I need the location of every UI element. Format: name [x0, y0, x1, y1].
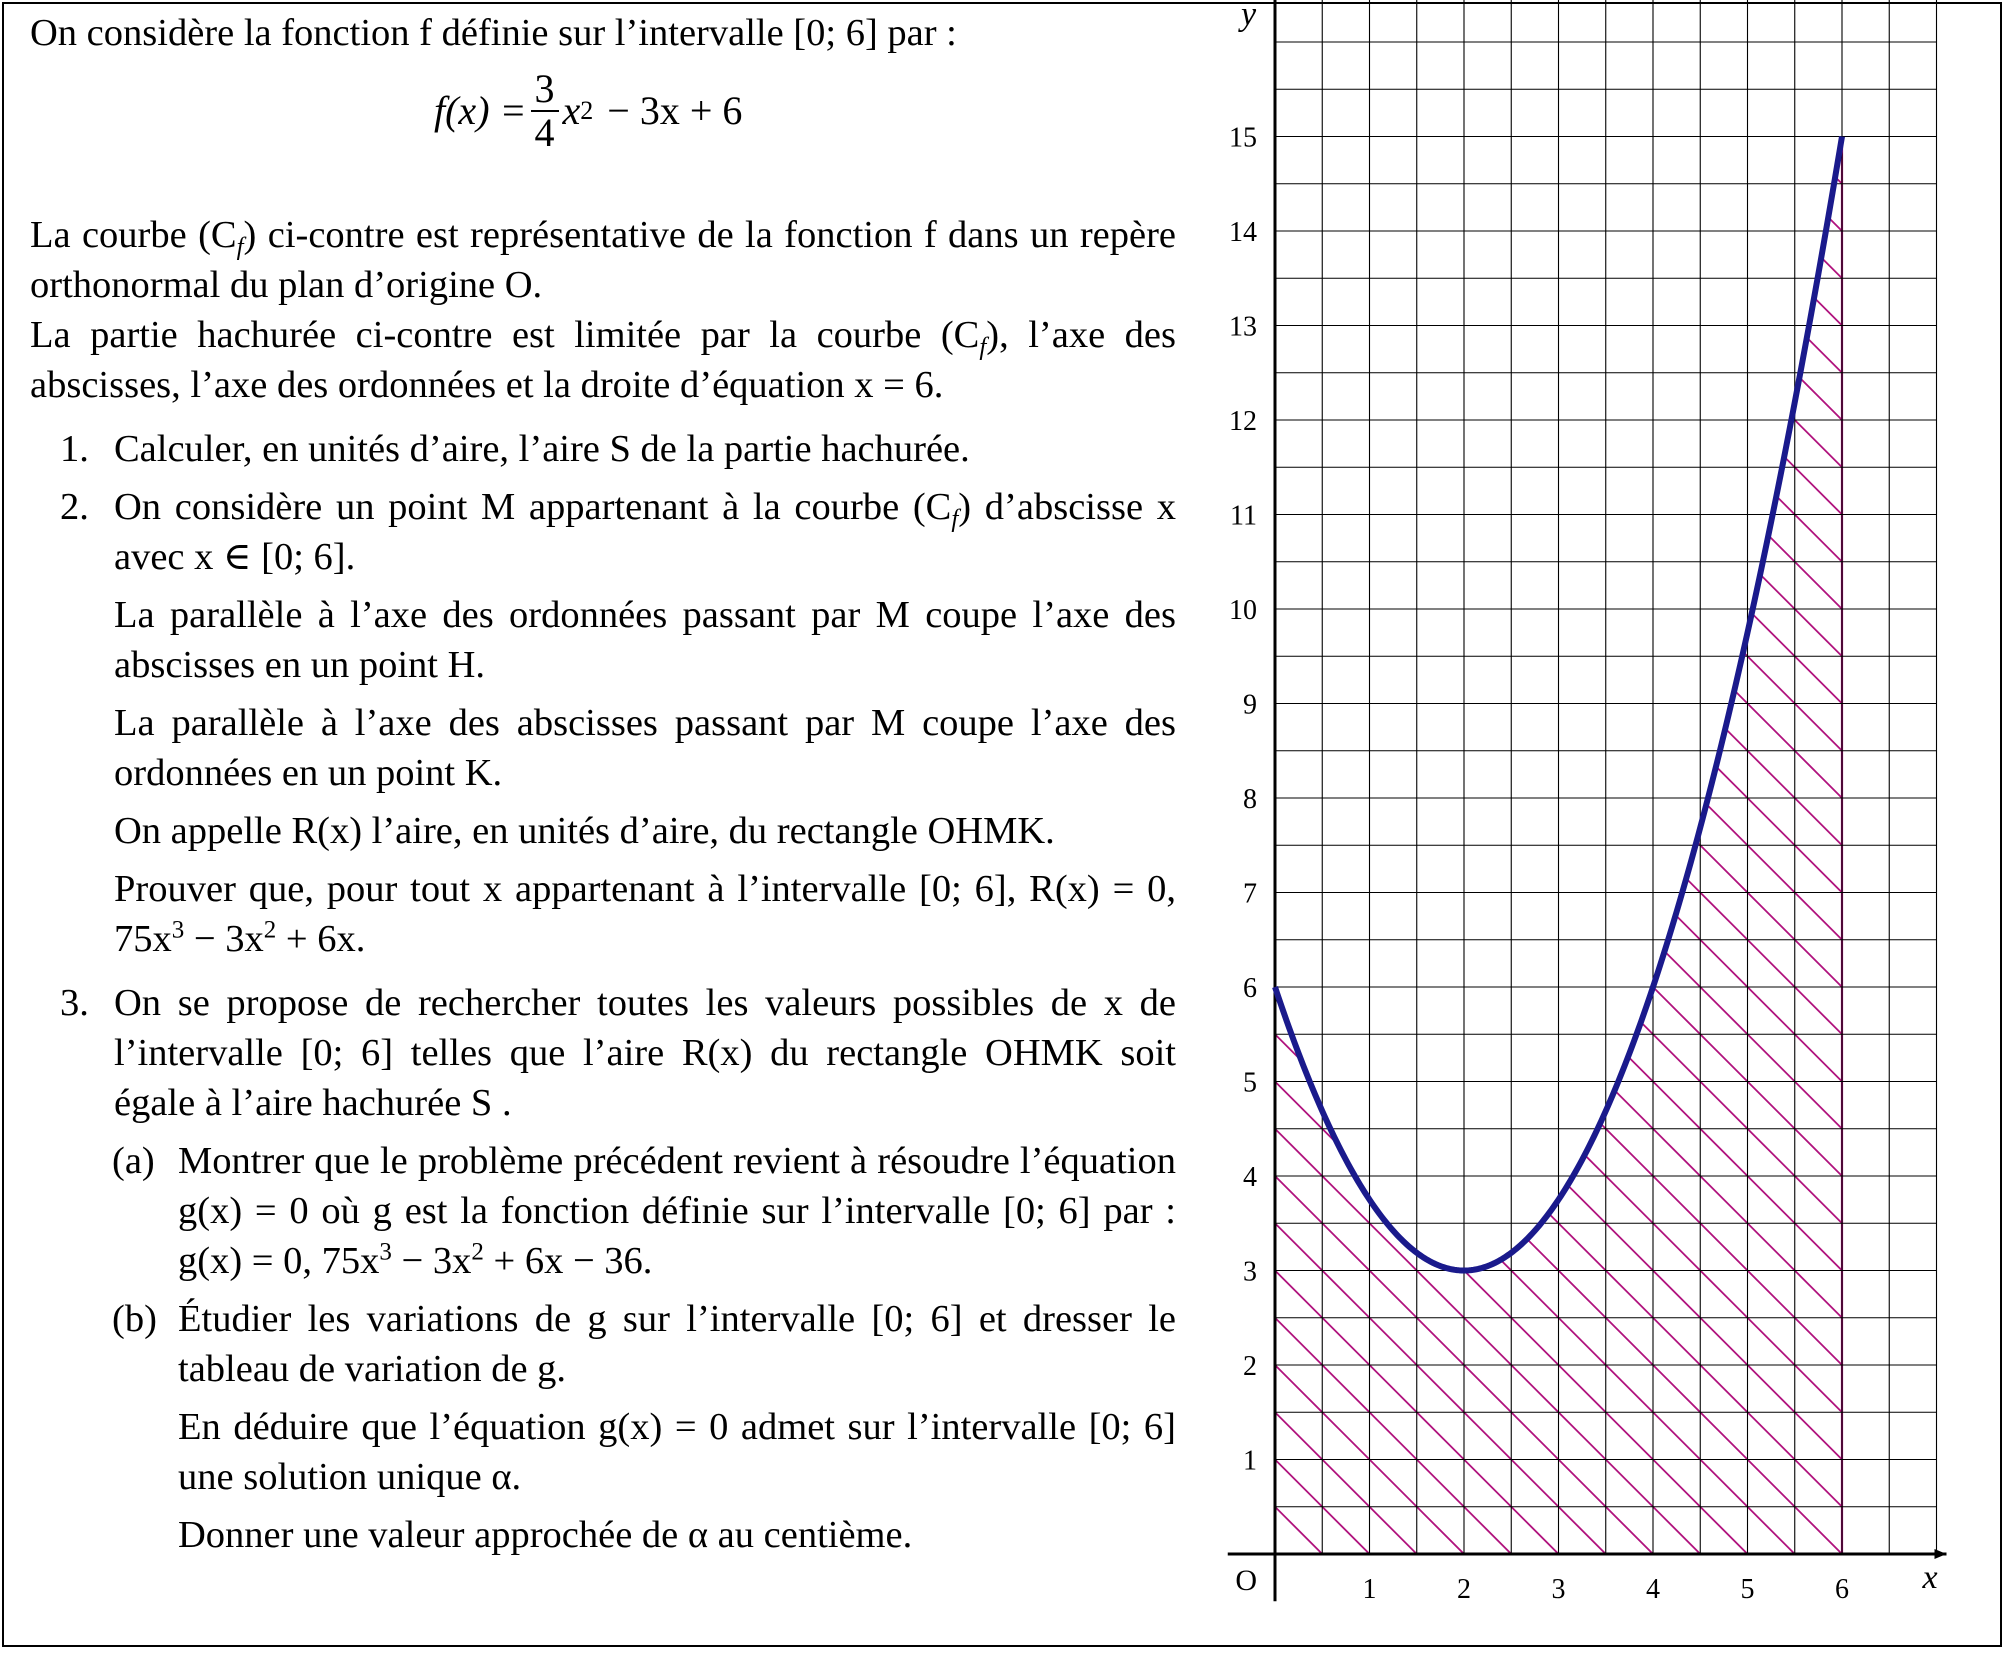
y-tick-label: 1 — [1243, 1445, 1257, 1477]
y-axis-label: y — [1241, 0, 1257, 33]
x-tick-label: 3 — [1551, 1574, 1566, 1605]
y-tick-label: 2 — [1243, 1351, 1257, 1382]
y-tick-label: 14 — [1229, 217, 1257, 248]
question-text: On considère un point M appartenant à la courbe $(C_f)$ d’abscisse x avec x ∈ [0; 6]. — [114, 486, 1176, 578]
x-tick-label: 6 — [1835, 1574, 1849, 1605]
hatch-line — [1181, 373, 2008, 1649]
question-3b — [30, 1294, 1176, 1560]
y-tick-label: 13 — [1229, 311, 1257, 343]
question-text: Calculer, en unités d’aire, l’aire S de la partie hachurée. — [114, 428, 970, 470]
x-tick-label: 5 — [1740, 1574, 1755, 1605]
subquestion-text: Étudier les variations de g sur l’intervalle [0; 6] et dresser le tableau de variation de g. — [178, 1298, 1176, 1390]
question-1 — [30, 424, 1176, 474]
y-tick-label: 9 — [1243, 689, 1257, 721]
formula-variable: x — [562, 88, 581, 133]
hatch-line — [1181, 467, 2008, 1648]
x-axis-label: x — [1922, 1559, 1938, 1596]
subquestion-label: (a) — [112, 1140, 155, 1182]
x-tick-label: 1 — [1362, 1574, 1377, 1605]
y-tick-label: 11 — [1230, 500, 1257, 532]
fraction-denominator: 4 — [534, 110, 555, 155]
y-tick-label: 8 — [1243, 784, 1257, 815]
hatch-line — [1181, 184, 2008, 1649]
question-text: Prouver que, pour tout x appartenant à l’intervalle [0; 6], R(x) = 0, $75x^3 - 3x^2 + 6x$. — [114, 868, 1176, 960]
function-formula: f(x) = $\frac{3}{4}$ x 2 − 3x + 6 — [434, 66, 743, 155]
formula-lhs: f(x) = — [434, 88, 527, 133]
y-tick-label: 10 — [1229, 595, 1257, 626]
x-tick-label: 2 — [1457, 1574, 1471, 1605]
hatch-line — [1181, 1129, 1701, 1649]
hatch-line — [1181, 1034, 1795, 1648]
question-2 — [30, 482, 1176, 964]
subquestion-text: Montrer que le problème précédent revient à résoudre l’équation g(x) = 0 où g est la fonction définie sur l’intervalle [0; 6] par : g(x) = 0, $75x^3 - 3x^2 + 6x - 36$. — [178, 1140, 1176, 1282]
x-tick-label: 4 — [1646, 1574, 1660, 1605]
subquestion-text: En déduire que l’équation g(x) = 0 admet sur l’intervalle [0; 6] une solution unique α. — [178, 1406, 1176, 1498]
hatch-line — [1181, 89, 2008, 1648]
origin-label: O — [1235, 1564, 1257, 1597]
hatch-line — [1181, 1554, 1276, 1649]
question-number: 1. — [60, 428, 89, 470]
hatched-area — [1181, 0, 2008, 1649]
intro-text: On considère la fonction f définie sur l’intervalle [0; 6] par : — [30, 12, 957, 54]
question-3 — [30, 978, 1176, 1128]
formula-rest: − 3x + 6 — [607, 88, 743, 133]
y-tick-label: 12 — [1229, 406, 1257, 437]
y-tick-label: 7 — [1243, 878, 1257, 910]
subquestion-text: Donner une valeur approchée de α au centième. — [178, 1514, 913, 1556]
fraction-numerator: 3 — [531, 68, 559, 112]
question-text: On appelle R(x) l’aire, en unités d’aire, du rectangle OHMK. — [114, 810, 1055, 852]
exercise-frame — [2, 2, 2002, 1647]
subquestion-label: (b) — [112, 1298, 157, 1340]
y-tick-label: 3 — [1243, 1256, 1257, 1288]
question-number: 3. — [60, 982, 89, 1024]
formula-fraction — [531, 68, 559, 154]
y-tick-label: 5 — [1243, 1067, 1257, 1099]
y-tick-label: 6 — [1243, 973, 1257, 1004]
question-text: On se propose de rechercher toutes les valeurs possibles de x de l’intervalle [0; 6] telles que l’aire R(x) du rectangle OHMK soit égale à l’aire hachurée S . — [114, 982, 1176, 1124]
hatched-region-description: La partie hachurée ci-contre est limitée par la courbe $(C_f)$, l’axe des abscisses, l’axe des ordonnées et la droite d’équation x = 6. — [30, 314, 1176, 406]
exercise-text — [30, 8, 1176, 1560]
hatch-line — [1181, 845, 1984, 1648]
hatch-line — [1181, 562, 2008, 1649]
function-graph — [1209, 0, 1949, 1624]
hatch-line — [1181, 656, 2008, 1648]
y-tick-label: 4 — [1243, 1162, 1257, 1193]
x-axis-arrow — [1935, 1549, 1947, 1559]
question-number: 2. — [60, 486, 89, 528]
question-text: La parallèle à l’axe des ordonnées passant par M coupe l’axe des abscisses en un point H. — [114, 594, 1176, 686]
hatch-line — [1181, 751, 2008, 1649]
hatch-line — [1181, 940, 1890, 1649]
question-text: La parallèle à l’axe des abscisses passant par M coupe l’axe des ordonnées en un point K. — [114, 702, 1176, 794]
curve-description: La courbe $(C_f)$ ci-contre est représentative de la fonction f dans un repère orthonormal du plan d’origine O. — [30, 214, 1176, 306]
question-3a — [30, 1136, 1176, 1286]
y-tick-label: 15 — [1229, 122, 1257, 154]
hatch-line — [1181, 1412, 1417, 1648]
